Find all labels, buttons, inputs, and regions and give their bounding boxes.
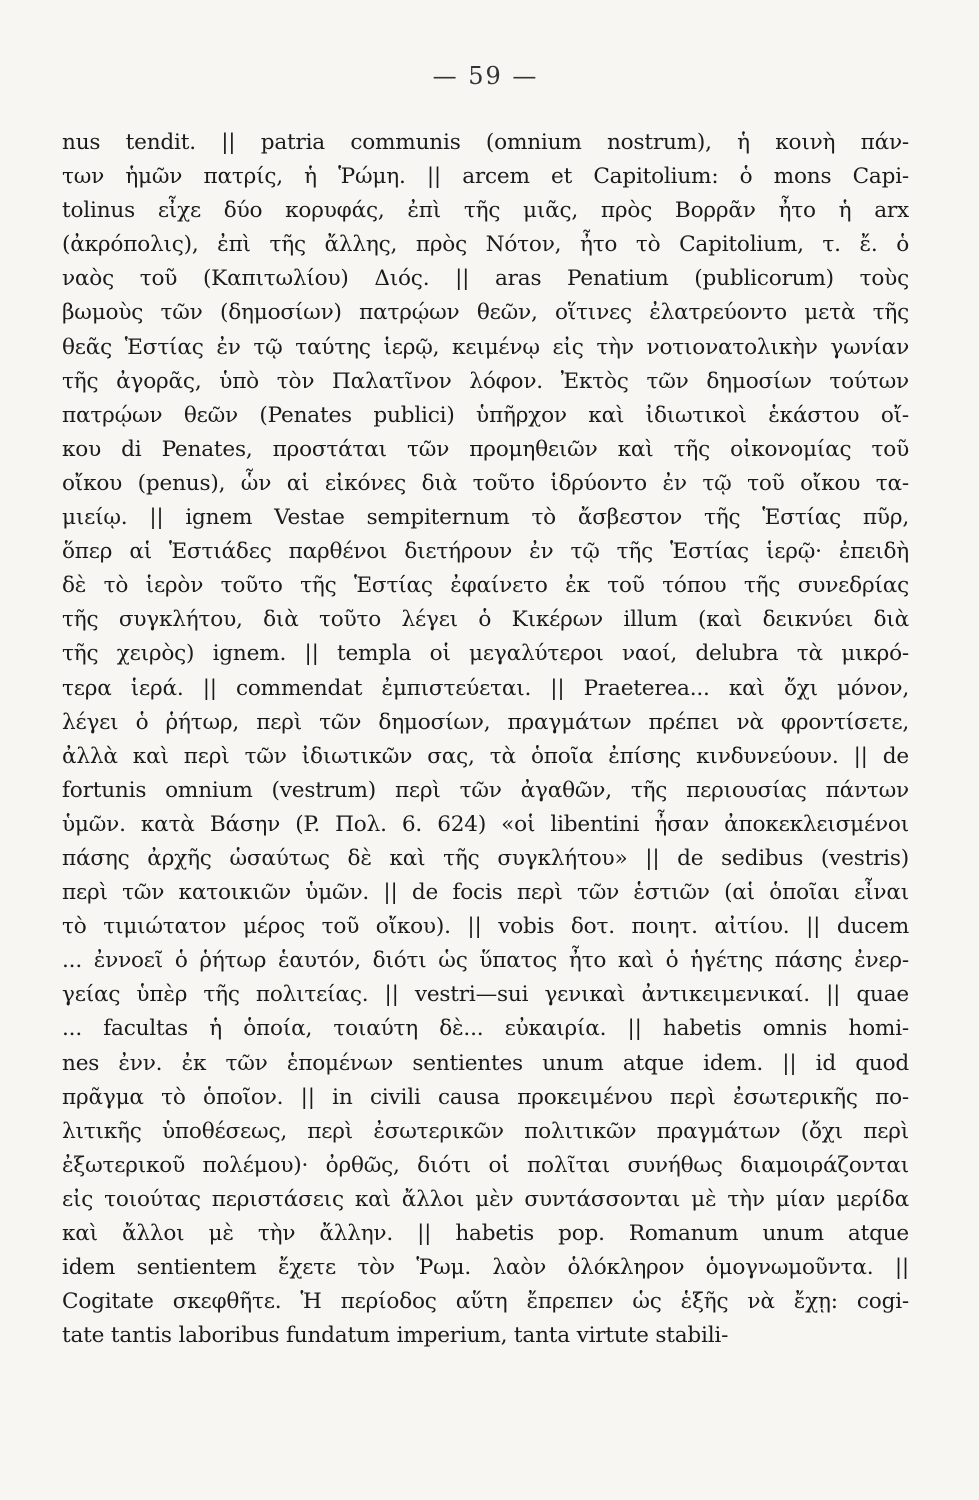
text-line: λιτικῆς ὑποθέσεως, περὶ ἐσωτερικῶν πολιτικῶν πραγμάτων (ὄχι περὶ bbox=[62, 1118, 909, 1144]
text-line: πατρῴων θεῶν (Penates publici) ὑπῆρχον καὶ ἰδιωτικοὶ ἑκάστου οἴ- bbox=[62, 402, 909, 428]
text-line: μιείῳ. || ignem Vestae sempiternum τὸ ἄσβεστον τῆς Ἑστίας πῦρ, bbox=[62, 505, 909, 531]
text-line: ὅπερ αἱ Ἑστιάδες παρθένοι διετήρουν ἐν τῷ τῆς Ἑστίας ἱερῷ· ἐπειδὴ bbox=[62, 539, 909, 565]
text-line: ... ἐννοεῖ ὁ ῥήτωρ ἑαυτόν, διότι ὡς ὕπατος ἦτο καὶ ὁ ἡγέτης πάσης ἐνερ- bbox=[62, 948, 909, 974]
text-line: τῆς ἀγορᾶς, ὑπὸ τὸν Παλατῖνον λόφον. Ἐκτὸς τῶν δημοσίων τούτων bbox=[62, 368, 909, 394]
text-line: εἰς τοιούτας περιστάσεις καὶ ἄλλοι μὲν συντάσσονται μὲ τὴν μίαν μερίδα bbox=[62, 1186, 909, 1212]
text-line: καὶ ἄλλοι μὲ τὴν ἄλλην. || habetis pop. Romanum unum atque bbox=[62, 1221, 909, 1246]
text-line: τερα ἱερά. || commendat ἐμπιστεύεται. || Praeterea... καὶ ὄχι μόνον, bbox=[62, 675, 909, 701]
text-line: τῆς χειρὸς) ignem. || templa οἱ μεγαλύτεροι ναοί, delubra τὰ μικρό- bbox=[62, 641, 909, 667]
text-line: Cogitate σκεφθῆτε. Ἡ περίοδος αὕτη ἔπρεπεν ὡς ἑξῆς νὰ ἔχῃ: cogi- bbox=[62, 1289, 909, 1315]
text-line: δὲ τὸ ἱερὸν τοῦτο τῆς Ἑστίας ἐφαίνετο ἐκ τοῦ τόπου τῆς συνεδρίας bbox=[62, 573, 909, 599]
text-line: τὸ τιμιώτατον μέρος τοῦ οἴκου). || vobis δοτ. ποιητ. αἰτίου. || ducem bbox=[62, 914, 909, 940]
text-line: tolinus εἶχε δύο κορυφάς, ἐπὶ τῆς μιᾶς, πρὸς Βορρᾶν ἦτο ἡ arx bbox=[62, 198, 909, 224]
text-line: (ἀκρόπολις), ἐπὶ τῆς ἄλλης, πρὸς Νότον, ἦτο τὸ Capitolium, τ. ἔ. ὁ bbox=[62, 232, 909, 258]
text-line: ὑμῶν. κατὰ Βάσην (P. Πολ. 6. 624) «οἱ libentini ἦσαν ἀποκεκλεισμένοι bbox=[62, 811, 909, 837]
text-line: οἴκου (penus), ὧν αἱ εἰκόνες διὰ τοῦτο ἱδρύοντο ἐν τῷ τοῦ οἴκου τα- bbox=[62, 470, 909, 496]
text-line: fortunis omnium (vestrum) περὶ τῶν ἀγαθῶν, τῆς περιουσίας πάντων bbox=[62, 777, 909, 803]
text-line: θεᾶς Ἑστίας ἐν τῷ ταύτης ἱερῷ, κειμένῳ εἰς τὴν νοτιονατολικὴν γωνίαν bbox=[62, 334, 909, 360]
text-line: ... facultas ἡ ὁποία, τοιαύτη δὲ... εὐκαιρία. || habetis omnis homi- bbox=[62, 1016, 909, 1042]
text-line: πάσης ἀρχῆς ὡσαύτως δὲ καὶ τῆς συγκλήτου» || de sedibus (vestris) bbox=[62, 845, 909, 871]
text-line: ἐξωτερικοῦ πολέμου)· ὀρθῶς, διότι οἱ πολῖται συνήθως διαμοιράζονται bbox=[62, 1152, 909, 1178]
commentary-text bbox=[62, 126, 909, 1353]
text-line: nes ἐνν. ἐκ τῶν ἑπομένων sentientes unum atque idem. || id quod bbox=[62, 1050, 909, 1076]
text-line: πρᾶγμα τὸ ὁποῖον. || in civili causa προκειμένου περὶ ἐσωτερικῆς πο- bbox=[62, 1084, 909, 1110]
text-line: βωμοὺς τῶν (δημοσίων) πατρῴων θεῶν, οἵτινες ἐλατρεύοντο μετὰ τῆς bbox=[62, 300, 909, 326]
text-line: των ἡμῶν πατρίς, ἡ Ῥώμη. || arcem et Capitolium: ὁ mons Capi- bbox=[62, 164, 909, 190]
page-number: — 59 — bbox=[432, 62, 539, 90]
text-line: περὶ τῶν κατοικιῶν ὑμῶν. || de focis περὶ τῶν ἑστιῶν (αἱ ὁποῖαι εἶναι bbox=[62, 880, 909, 906]
text-line: tate tantis laboribus fundatum imperium, tanta virtute stabili- bbox=[62, 1323, 729, 1349]
text-line: ἀλλὰ καὶ περὶ τῶν ἰδιωτικῶν σας, τὰ ὁποῖα ἐπίσης κινδυνεύουν. || de bbox=[62, 743, 909, 769]
text-line: γείας ὑπὲρ τῆς πολιτείας. || vestri—sui γενικαὶ ἀντικειμενικαί. || quae bbox=[62, 982, 909, 1008]
text-line: nus tendit. || patria communis (omnium nostrum), ἡ κοινὴ πάν- bbox=[62, 130, 909, 155]
text-line: idem sentientem ἔχετε τὸν Ῥωμ. λαὸν ὁλόκληρον ὁμογνωμοῦντα. || bbox=[62, 1255, 909, 1281]
text-line: τῆς συγκλήτου, διὰ τοῦτο λέγει ὁ Κικέρων illum (καὶ δεικνύει διὰ bbox=[62, 607, 909, 633]
text-line: ναὸς τοῦ (Καπιτωλίου) Διός. || aras Penatium (publicorum) τοὺς bbox=[62, 266, 909, 292]
text-line: κου di Penates, προστάται τῶν προμηθειῶν καὶ τῆς οἰκονομίας τοῦ bbox=[62, 436, 909, 462]
text-line: λέγει ὁ ῥήτωρ, περὶ τῶν δημοσίων, πραγμάτων πρέπει νὰ φροντίσετε, bbox=[62, 709, 909, 735]
